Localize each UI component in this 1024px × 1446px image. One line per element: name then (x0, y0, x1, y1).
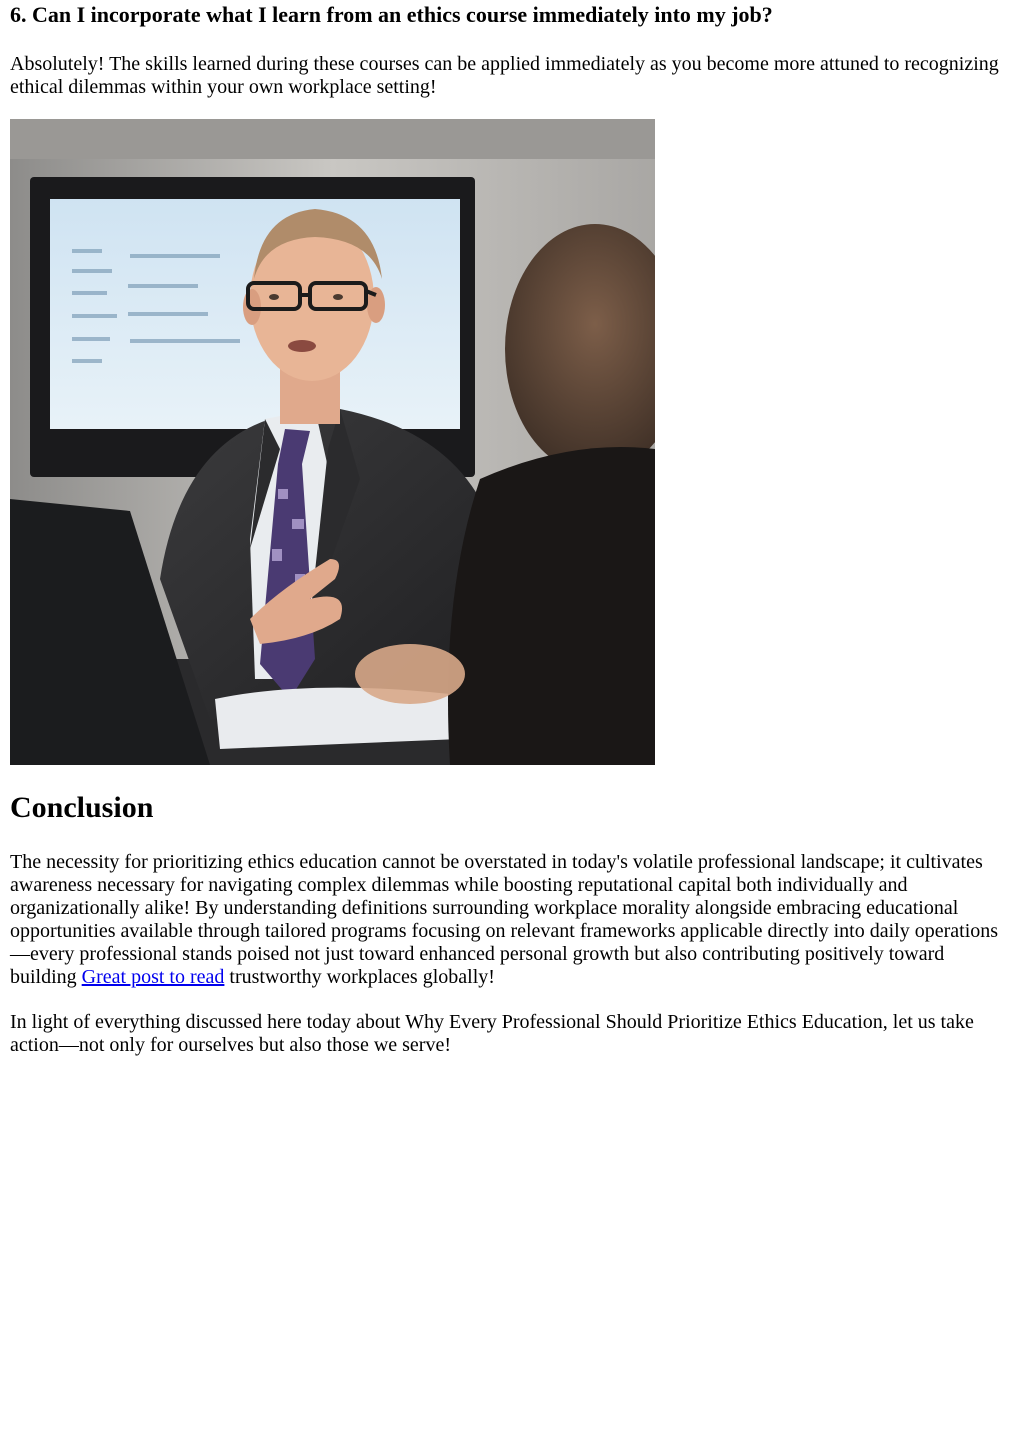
conclusion-paragraph (10, 851, 1014, 989)
closing-paragraph: In light of everything discussed here today about Why Every Professional Should Prioritize Ethics Education, let us take action—not only for ourselves but also those we serve! (10, 1011, 974, 1056)
faq-question-heading: 6. Can I incorporate what I learn from an ethics course immediately into my job? (10, 2, 773, 27)
conclusion-text-before-link: The necessity for prioritizing ethics education cannot be overstated in today's volatile professional landscape; it cultivates awareness necessary for navigating complex dilemmas while boosting reputational capital both individually and organizationally alike! By understanding definitions surrounding workplace morality alongside embracing educational opportunities available through tailored programs focusing on relevant frameworks applicable directly into daily operations—every professional stands poised not just toward enhanced personal growth but also contributing positively toward building (10, 851, 999, 988)
presenter-photo (10, 119, 655, 765)
great-post-link[interactable]: Great post to read (81, 966, 225, 988)
conclusion-text-after-link: trustworthy workplaces globally! (224, 966, 495, 988)
conclusion-heading: Conclusion (10, 791, 154, 824)
faq-answer-paragraph: Absolutely! The skills learned during these courses can be applied immediately as you become more attuned to recognizing ethical dilemmas within your own workplace setting! (10, 53, 999, 98)
